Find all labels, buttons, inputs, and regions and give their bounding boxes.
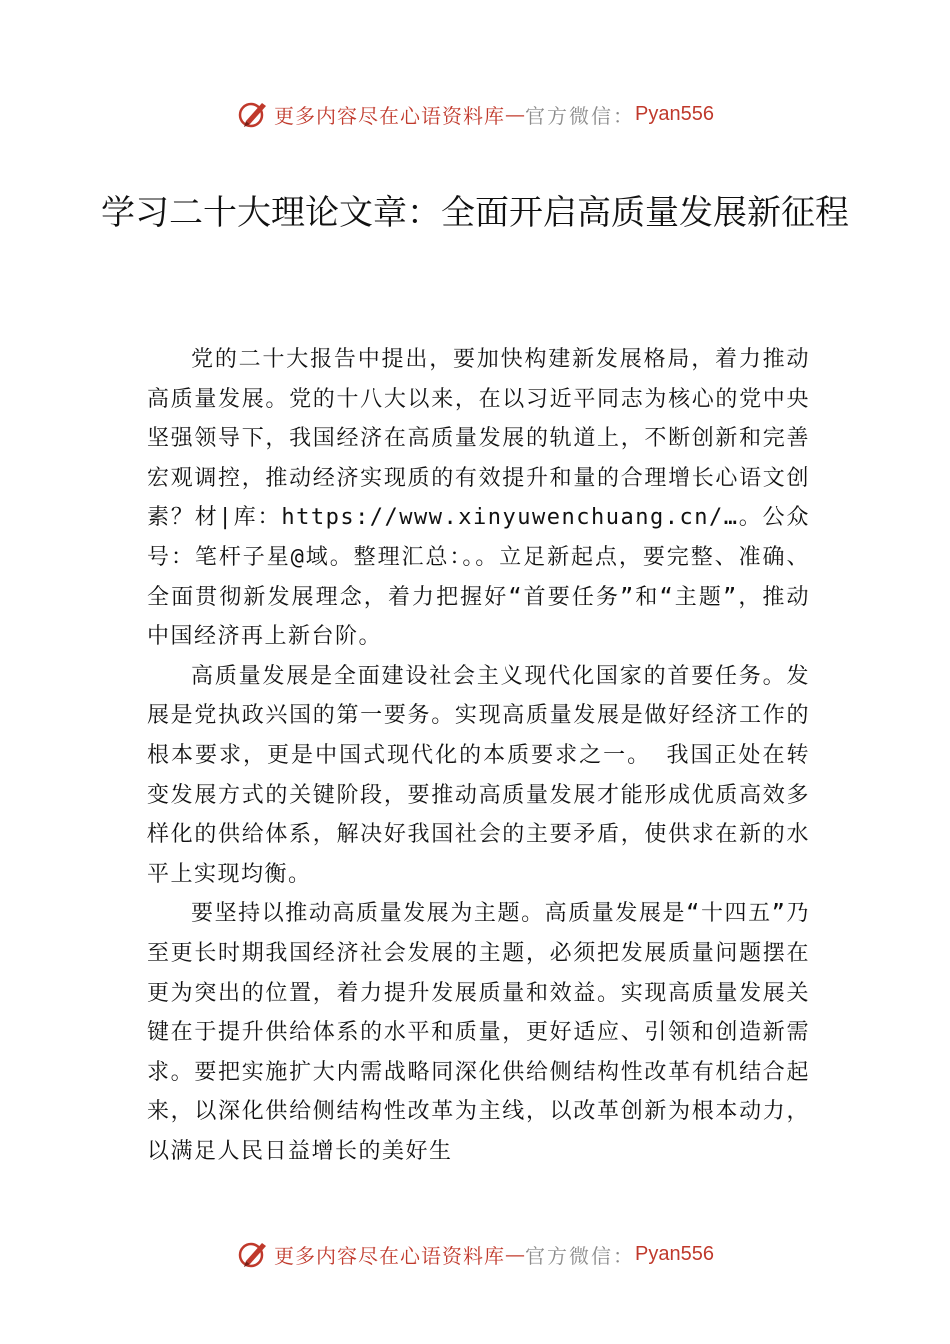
pen-logo-icon xyxy=(236,1237,270,1271)
paragraph: 党的二十大报告中提出，要加快构建新发展格局，着力推动高质量发展。党的十八大以来，在以习近平同志为核心的党中央坚强领导下，我国经济在高质量发展的轨道上，不断创新和完善宏观调控，推动经济实现质的有效提升和量的合理增长心语文创素？材|库：https://www.xinyuwenchuang.cn/…。公众号：笔杆子星@域。整理汇总：。。立足新起点，要完整、准确、全面贯彻新发展理念，着力把握好“首要任务”和“主题”，推动中国经济再上新台阶。 xyxy=(147,347,810,650)
footer-brand-text: 更多内容尽在心语资料库 xyxy=(274,1243,506,1268)
footer-dash: — xyxy=(505,1242,526,1266)
header-dash: — xyxy=(505,102,526,126)
footer-banner xyxy=(0,1234,950,1274)
header-brand-text: 更多内容尽在心语资料库 xyxy=(274,103,506,128)
header-wechat-label: 官方微信： xyxy=(525,103,636,128)
paragraph: 高质量发展是全面建设社会主义现代化国家的首要任务。发展是党执政兴国的第一要务。实现高质量发展是做好经济工作的根本要求，更是中国式现代化的本质要求之一。 我国正处在转变发展方式的关键阶段，要推动高质量发展才能形成优质高效多样化的供给体系，解决好我国社会的主要矛盾，使供求在新的水平上实现均衡。 xyxy=(147,663,810,887)
paragraph: 要坚持以推动高质量发展为主题。高质量发展是“十四五”乃至更长时期我国经济社会发展的主题，必须把发展质量问题摆在更为突出的位置，着力提升发展质量和效益。实现高质量发展关键在于提升供给体系的水平和质量，更好适应、引领和创造新需求。要把实施扩大内需战略同深化供给侧结构性改革有机结合起来，以深化供给侧结构性改革为主线，以改革创新为根本动力，以满足人民日益增长的美好生 xyxy=(147,901,810,1164)
footer-wechat-label: 官方微信： xyxy=(525,1243,636,1268)
footer-wechat-id: Pyan556 xyxy=(635,1242,714,1265)
header-wechat-id: Pyan556 xyxy=(635,102,714,125)
pen-logo-icon xyxy=(236,97,270,131)
page-title: 学习二十大理论文章：全面开启高质量发展新征程 xyxy=(101,193,849,233)
header-banner xyxy=(0,94,950,134)
article-body xyxy=(147,340,810,1171)
